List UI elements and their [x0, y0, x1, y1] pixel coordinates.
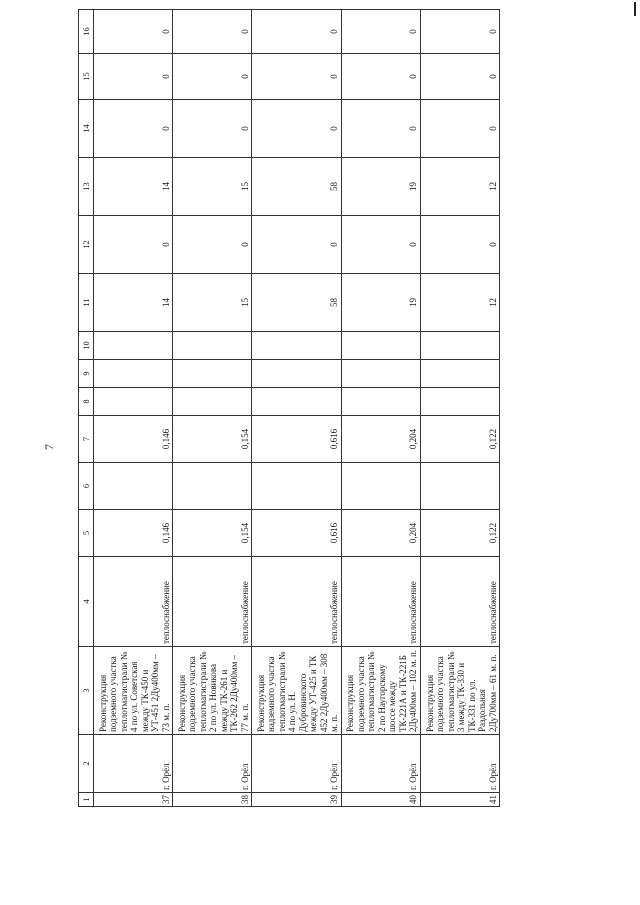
table-body: [94, 10, 500, 807]
col14-value: 0: [420, 100, 499, 158]
col14-value: 0: [341, 100, 420, 158]
col15-value: 0: [341, 54, 420, 100]
investment-program-table: [78, 10, 500, 807]
service-type-cell: теплоснабжение: [94, 557, 173, 647]
col5-value: 0,204: [341, 510, 420, 557]
col7-value: 0,146: [94, 416, 173, 463]
col10-value: [94, 332, 173, 360]
table-row: [341, 10, 420, 807]
col5-value: 0,616: [252, 510, 342, 557]
project-title-cell: Реконструкция надземного участка теплотмагистрали № 4 по ул. Н. Дубровинского между УТ-425 и ТК 452 2Ду400мм – 308 м. п.: [252, 647, 342, 735]
city-cell: г. Орёл: [94, 735, 173, 793]
col7-value: 0,204: [341, 416, 420, 463]
col14-value: 0: [252, 100, 342, 158]
col16-value: 0: [252, 10, 342, 54]
column-number-header: 10: [79, 332, 94, 360]
col5-value: 0,122: [420, 510, 499, 557]
col12-value: 0: [341, 216, 420, 274]
col8-value: [94, 388, 173, 416]
col6-value: [420, 463, 499, 510]
col6-value: [341, 463, 420, 510]
page-number: 7: [42, 444, 56, 450]
col10-value: [420, 332, 499, 360]
col16-value: 0: [173, 10, 252, 54]
col5-value: 0,154: [173, 510, 252, 557]
col11-value: 12: [420, 274, 499, 332]
col9-value: [420, 360, 499, 388]
column-number-header: 3: [79, 647, 94, 735]
project-title-cell: Реконструкция подземного участка теплотмагистрали № 2 по Наугорскому шоссе между ТК-221А и ТК-221Б 2Ду400мм – 102 м. п.: [341, 647, 420, 735]
col15-value: 0: [420, 54, 499, 100]
column-number-header: 1: [79, 793, 94, 807]
col9-value: [252, 360, 342, 388]
col12-value: 0: [420, 216, 499, 274]
row-number: 37: [94, 793, 173, 807]
column-number-header: 15: [79, 54, 94, 100]
column-number-header: 8: [79, 388, 94, 416]
table-row: [94, 10, 173, 807]
project-title-cell: Реконструкция подземного участка теплотмагистрали № 4 по ул. Советская между ТК-450 и УТ-451 2Ду400мм – 73 м. п.: [94, 647, 173, 735]
project-title-cell: Реконструкция подземного участка теплотмагистрали № 2 по ул. Новикова между ТК-261 и ТК-262 2Ду400мм – 77 м. п.: [173, 647, 252, 735]
col16-value: 0: [420, 10, 499, 54]
column-number-header: 4: [79, 557, 94, 647]
col13-value: 15: [173, 158, 252, 216]
column-number-header: 13: [79, 158, 94, 216]
row-number: 38: [173, 793, 252, 807]
col6-value: [252, 463, 342, 510]
row-number: 41: [420, 793, 499, 807]
column-number-header: 2: [79, 735, 94, 793]
col8-value: [252, 388, 342, 416]
col6-value: [173, 463, 252, 510]
service-type-cell: теплоснабжение: [341, 557, 420, 647]
service-type-cell: теплоснабжение: [252, 557, 342, 647]
col11-value: 19: [341, 274, 420, 332]
col16-value: 0: [94, 10, 173, 54]
col9-value: [173, 360, 252, 388]
column-number-header: 12: [79, 216, 94, 274]
column-number-header: 6: [79, 463, 94, 510]
col15-value: 0: [173, 54, 252, 100]
col10-value: [341, 332, 420, 360]
col13-value: 14: [94, 158, 173, 216]
column-number-header: 14: [79, 100, 94, 158]
col12-value: 0: [173, 216, 252, 274]
col15-value: 0: [94, 54, 173, 100]
col13-value: 58: [252, 158, 342, 216]
col8-value: [420, 388, 499, 416]
col14-value: 0: [94, 100, 173, 158]
col11-value: 14: [94, 274, 173, 332]
table-row: [252, 10, 342, 807]
row-number: 39: [252, 793, 342, 807]
col8-value: [173, 388, 252, 416]
col5-value: 0,146: [94, 510, 173, 557]
table-row: [173, 10, 252, 807]
city-cell: г. Орёл: [420, 735, 499, 793]
row-number: 40: [341, 793, 420, 807]
col7-value: 0,616: [252, 416, 342, 463]
column-number-header: 9: [79, 360, 94, 388]
column-number-header: 16: [79, 10, 94, 54]
col14-value: 0: [173, 100, 252, 158]
col8-value: [341, 388, 420, 416]
col9-value: [94, 360, 173, 388]
column-number-header: 5: [79, 510, 94, 557]
data-table: [78, 9, 500, 807]
column-number-header: 11: [79, 274, 94, 332]
col10-value: [173, 332, 252, 360]
column-number-row: [79, 10, 94, 807]
column-number-header: 7: [79, 416, 94, 463]
col9-value: [341, 360, 420, 388]
col7-value: 0,122: [420, 416, 499, 463]
col6-value: [94, 463, 173, 510]
col7-value: 0,154: [173, 416, 252, 463]
col12-value: 0: [252, 216, 342, 274]
col10-value: [252, 332, 342, 360]
col11-value: 15: [173, 274, 252, 332]
corner-mark: [634, 2, 636, 16]
col12-value: 0: [94, 216, 173, 274]
table-row: [420, 10, 499, 807]
col13-value: 12: [420, 158, 499, 216]
city-cell: г. Орёл: [252, 735, 342, 793]
col15-value: 0: [252, 54, 342, 100]
service-type-cell: теплоснабжение: [420, 557, 499, 647]
col16-value: 0: [341, 10, 420, 54]
col13-value: 19: [341, 158, 420, 216]
city-cell: г. Орёл: [341, 735, 420, 793]
project-title-cell: Реконструкция подземного участка теплотмагистрали № 3 между ТК-330 и ТК-331 по ул. Раздольная 2Ду700мм – 61 м. п.: [420, 647, 499, 735]
col11-value: 58: [252, 274, 342, 332]
service-type-cell: теплоснабжение: [173, 557, 252, 647]
city-cell: г. Орёл: [173, 735, 252, 793]
